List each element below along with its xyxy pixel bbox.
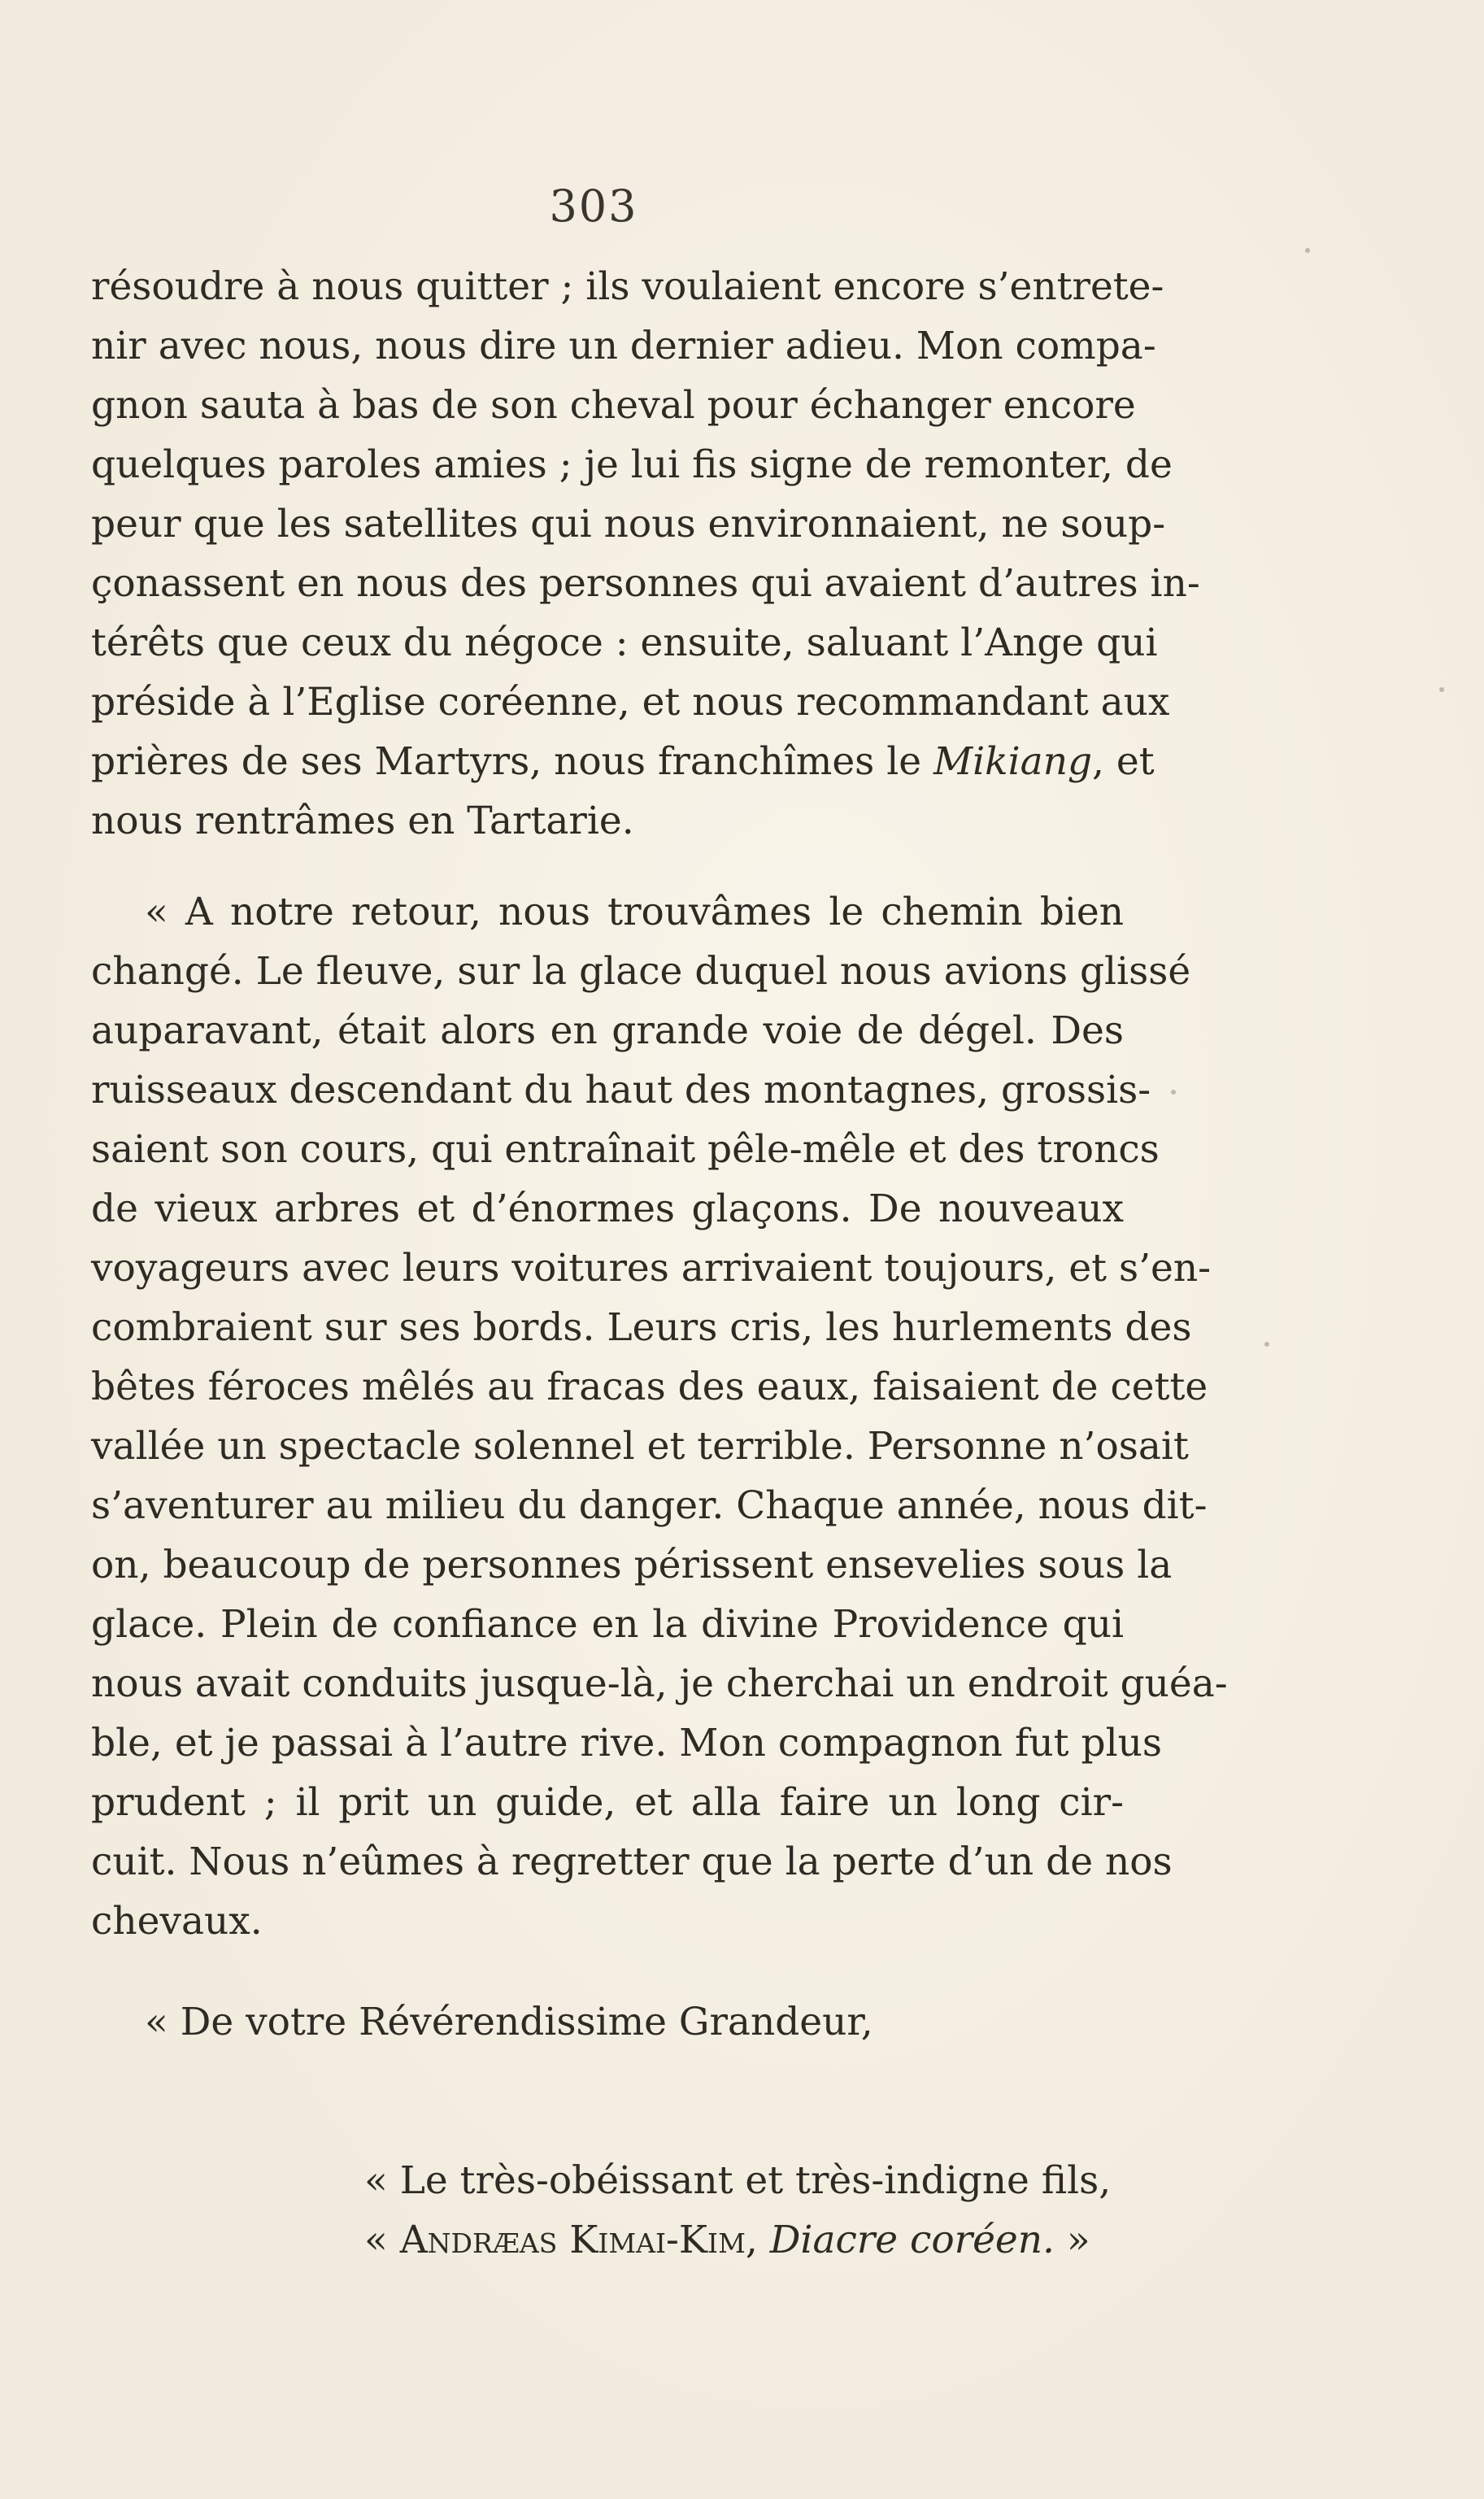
text-line: bêtes féroces mêlés au fracas des eaux, faisaient de cette <box>91 1365 1208 1409</box>
author-name: Andræas Kimai-Kim <box>399 2218 746 2262</box>
text-segment: , et <box>1092 739 1155 784</box>
quote-open: « <box>364 2218 400 2262</box>
text-line: combraient sur ses bords. Leurs cris, les hurlements des <box>91 1305 1192 1350</box>
text-line: de vieux arbres et d’énormes glaçons. De nouveaux <box>91 1186 1124 1231</box>
text-line: çonassent en nous des personnes qui avaient d’autres in- <box>91 561 1200 606</box>
text-line: ble, et je passai à l’autre rive. Mon compagnon fut plus <box>91 1721 1162 1765</box>
signature-line-1: « Le très-obéissant et très-indigne fils, <box>364 2158 1112 2203</box>
paper-speck <box>1439 687 1444 692</box>
text-line: « A notre retour, nous trouvâmes le chemin bien <box>145 890 1124 934</box>
text-line: résoudre à nous quitter ; ils voulaient encore s’entrete- <box>91 264 1164 309</box>
paper-speck <box>1305 248 1310 253</box>
text-line: cuit. Nous n’eûmes à regretter que la perte d’un de nos <box>91 1839 1173 1884</box>
text-line: ruisseaux descendant du haut des montagnes, grossis- <box>91 1068 1151 1112</box>
text-line: glace. Plein de confiance en la divine Providence qui <box>91 1602 1124 1647</box>
paragraph-2 <box>91 882 1228 1951</box>
text-line-mikiang <box>91 732 1155 791</box>
text-line: on, beaucoup de personnes périssent ensevelies sous la <box>91 1543 1173 1587</box>
letter-closing: « De votre Révérendissime Grandeur, <box>145 2000 873 2044</box>
text-line: préside à l’Eglise coréenne, et nous recommandant aux <box>91 680 1170 725</box>
text-line-last: chevaux. <box>91 1899 263 1944</box>
text-line: nous avait conduits jusque-là, je cherchai un endroit guéa- <box>91 1661 1228 1706</box>
text-segment: prières de ses Martyrs, nous franchîmes le <box>91 739 933 784</box>
paper-speck <box>1171 1090 1176 1095</box>
text-line: peur que les satellites qui nous environnaient, ne soup- <box>91 502 1166 546</box>
text-line: saient son cours, qui entraînait pêle-mêle et des troncs <box>91 1127 1160 1172</box>
text-line: térêts que ceux du négoce : ensuite, saluant l’Ange qui <box>91 620 1158 665</box>
text-line: auparavant, était alors en grande voie de dégel. Des <box>91 1008 1124 1053</box>
text-line: s’aventurer au milieu du danger. Chaque année, nous dit- <box>91 1483 1208 1528</box>
page-number: 303 <box>549 181 638 232</box>
text-line: changé. Le fleuve, sur la glace duquel nous avions glissé <box>91 949 1191 994</box>
signature-line-2 <box>364 2210 1090 2270</box>
text-line: voyageurs avec leurs voitures arrivaient toujours, et s’en- <box>91 1246 1212 1291</box>
paragraph-1 <box>91 257 1200 851</box>
author-title: Diacre coréen. <box>769 2218 1055 2262</box>
place-name-italic: Mikiang <box>933 739 1093 784</box>
text-line-last: nous rentrâmes en Tartarie. <box>91 799 634 843</box>
separator: , <box>745 2218 770 2262</box>
quote-close: » <box>1054 2218 1090 2262</box>
text-line: gnon sauta à bas de son cheval pour échanger encore <box>91 383 1136 428</box>
text-line: nir avec nous, nous dire un dernier adieu. Mon compa- <box>91 324 1156 368</box>
text-line: prudent ; il prit un guide, et alla faire un long cir- <box>91 1780 1124 1825</box>
paper-speck <box>1264 1342 1269 1347</box>
text-line: vallée un spectacle solennel et terrible. Personne n’osait <box>91 1424 1189 1469</box>
text-line: quelques paroles amies ; je lui fis signe de remonter, de <box>91 442 1173 487</box>
